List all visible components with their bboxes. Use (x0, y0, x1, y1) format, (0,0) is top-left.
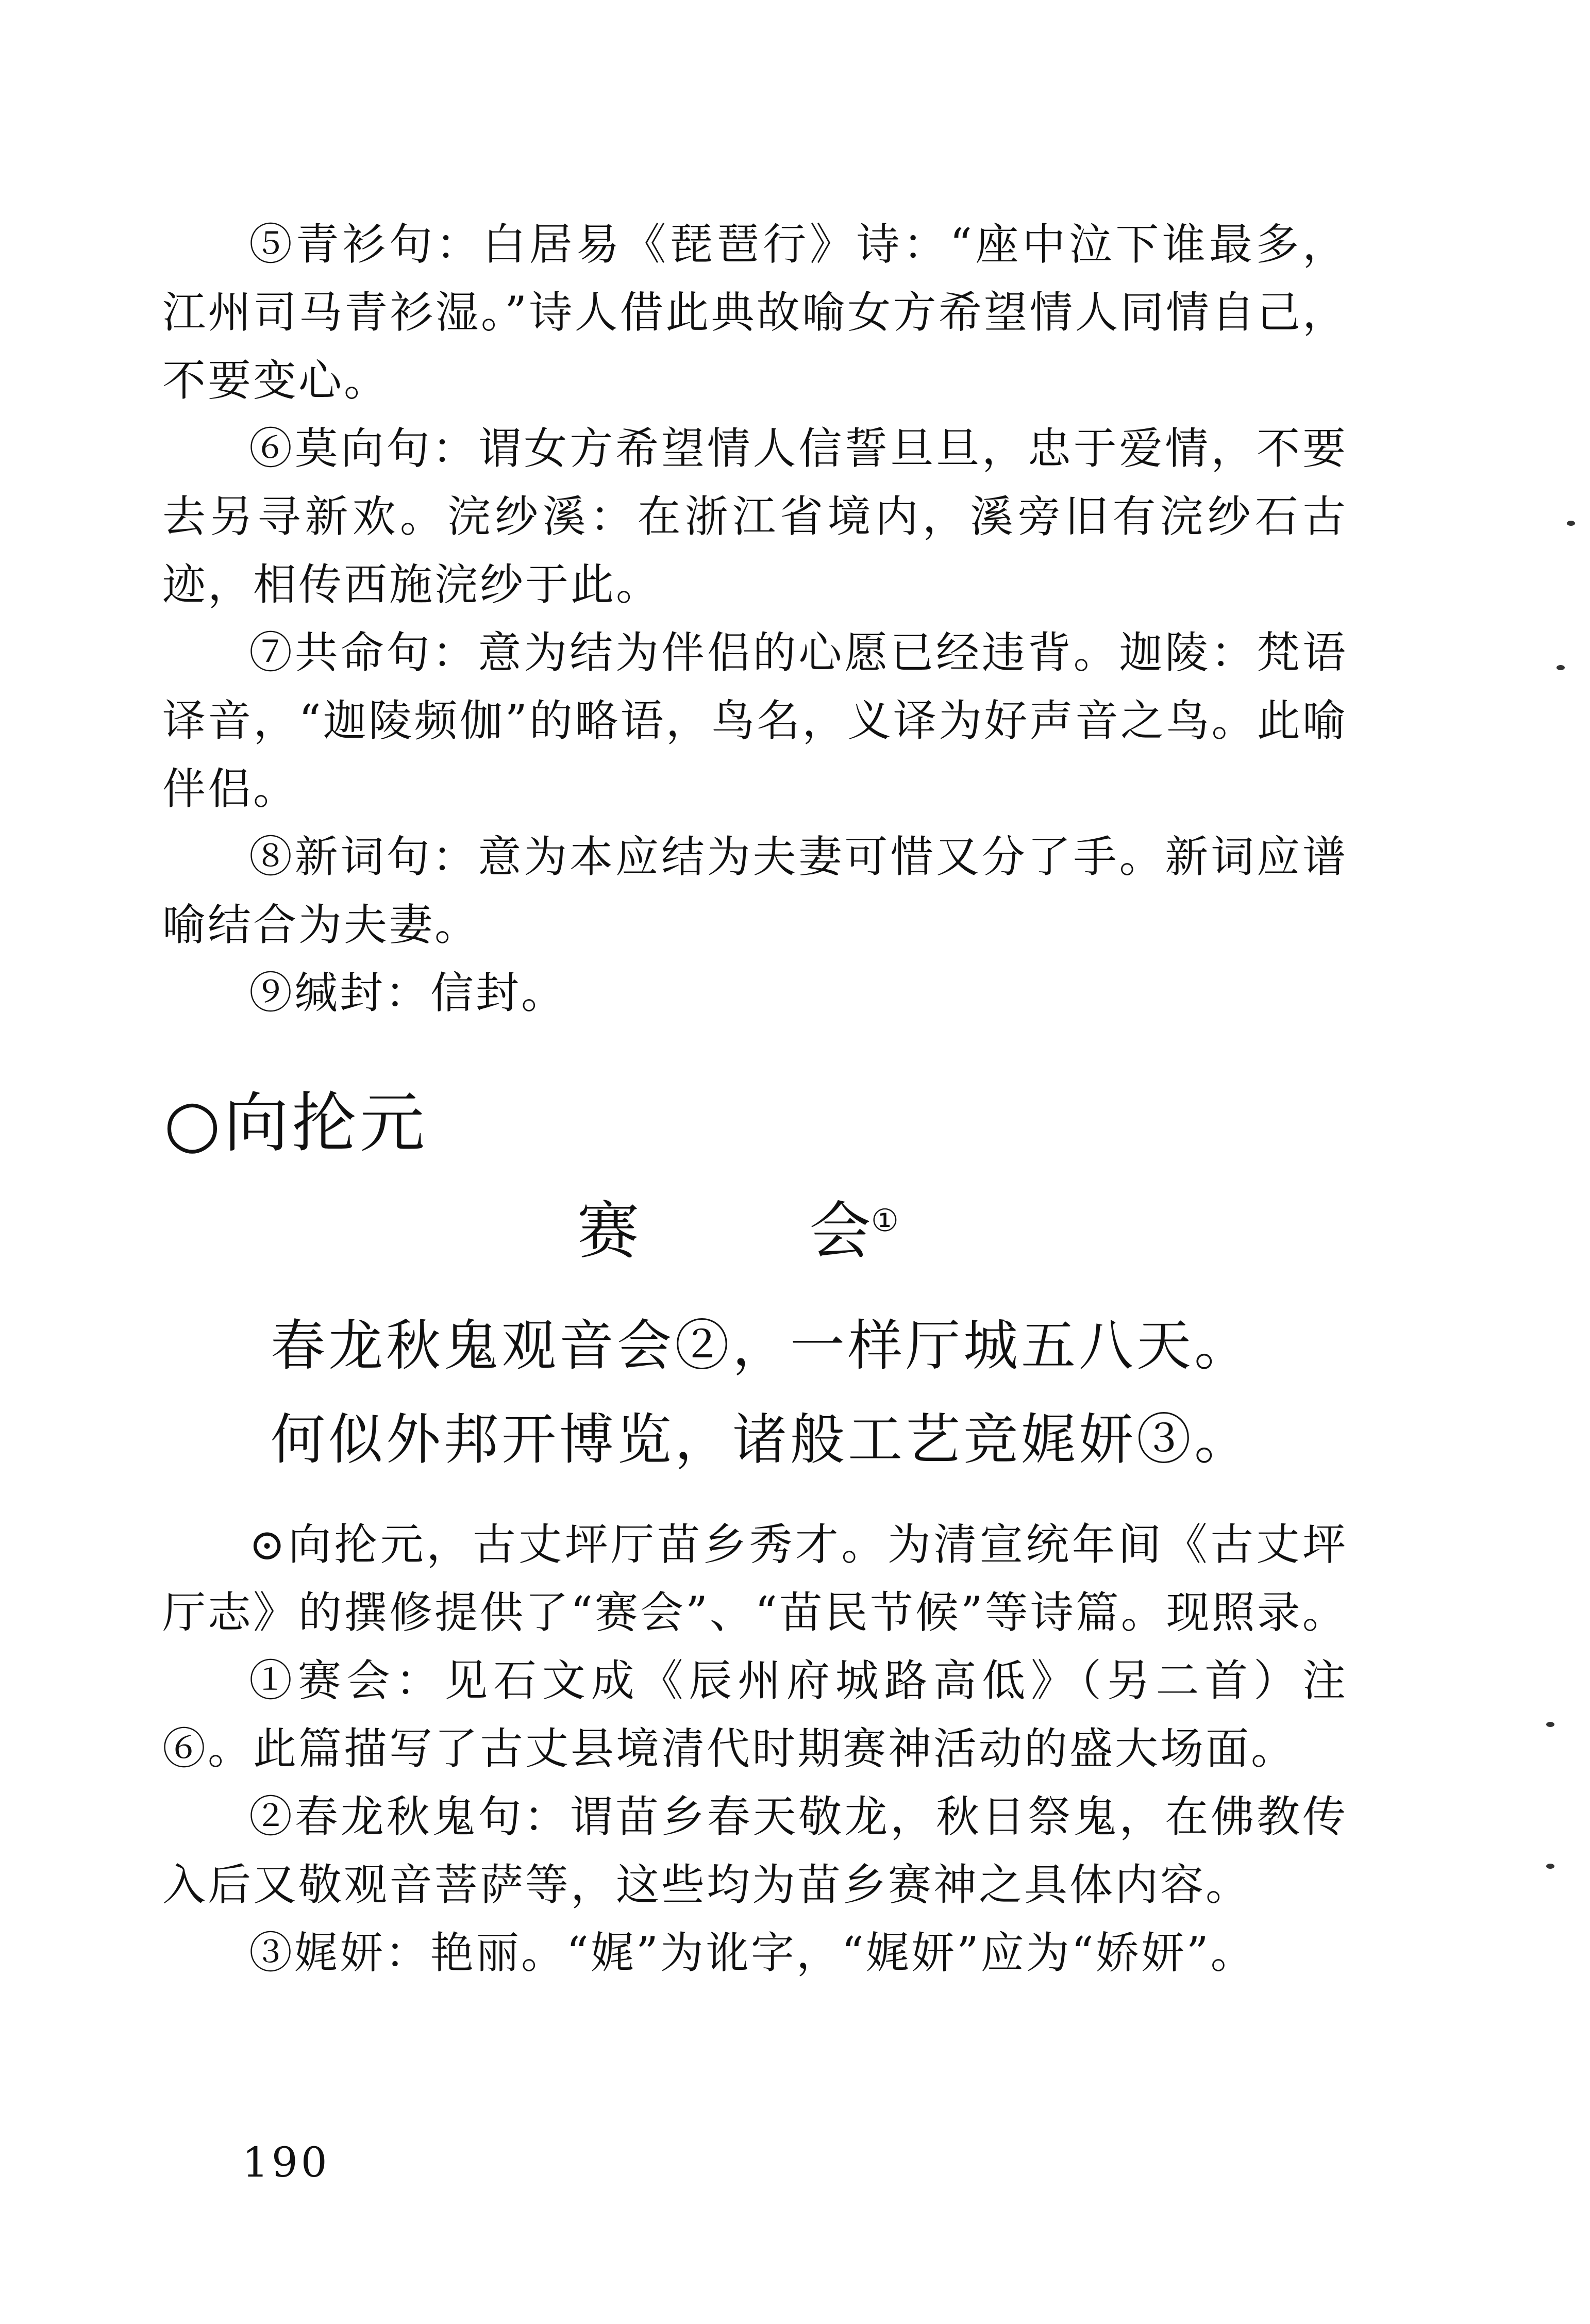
poem-body (271, 1299, 1252, 1487)
scan-speck (1556, 665, 1565, 670)
poem-title-char-1: 赛 (577, 1196, 639, 1267)
footnotes-current-poem (162, 1510, 1348, 1987)
author-heading: ○向抡元 (164, 1085, 428, 1161)
footnote-5: ⑤青衫句：白居易《琵琶行》诗：“座中泣下谁最多，江州司马青衫湿。”诗人借此典故喻女方希望情人同情自己，不要变心。 (162, 219, 1348, 406)
footnote-1: ①赛会：见石文成《辰州府城路高低》（另二首）注⑥。此篇描写了古丈县境清代时期赛神活动的盛大场面。 (162, 1655, 1348, 1774)
footnote-8: ⑧新词句：意为本应结为夫妻可惜又分了手。新词应谱喻结合为夫妻。 (162, 832, 1348, 950)
scan-speck (1546, 1864, 1554, 1869)
footnote-7: ⑦共命句：意为结为伴侣的心愿已经违背。迦陵：梵语译音，“迦陵频伽”的略语，鸟名，义译为好声音之鸟。此喻伴侣。 (162, 627, 1348, 814)
poem-line-2: 何似外邦开博览，诸般工艺竞娓妍③。 (271, 1408, 1252, 1471)
author-note: ⊙向抡元，古丈坪厅苗乡秀才。为清宣统年间《古丈坪厅志》的撰修提供了“赛会”、“苗民节候”等诗篇。现照录。 (162, 1519, 1348, 1638)
poem-title (577, 1182, 899, 1270)
scan-speck (1546, 1722, 1554, 1727)
footnote-2: ②春龙秋鬼句：谓苗乡春天敬龙，秋日祭鬼，在佛教传入后又敬观音菩萨等，这些均为苗乡赛神之具体内容。 (162, 1791, 1348, 1910)
footnote-6: ⑥莫向句：谓女方希望情人信誓旦旦，忠于爱情，不要去另寻新欢。浣纱溪：在浙江省境内，溪旁旧有浣纱石古迹，相传西施浣纱于此。 (162, 423, 1348, 610)
poem-title-char-2: 会 (809, 1196, 871, 1267)
poem-title-note-mark: ① (871, 1203, 899, 1239)
footnotes-previous-poem (162, 210, 1348, 1027)
page-number: 190 (242, 2138, 330, 2186)
poem-line-1: 春龙秋鬼观音会②，一样厅城五八天。 (271, 1314, 1252, 1377)
scan-speck (1567, 521, 1575, 526)
footnote-3: ③娓妍：艳丽。“娓”为讹字，“娓妍”应为“娇妍”。 (249, 1928, 1256, 1978)
footnote-9: ⑨缄封：信封。 (249, 968, 567, 1018)
